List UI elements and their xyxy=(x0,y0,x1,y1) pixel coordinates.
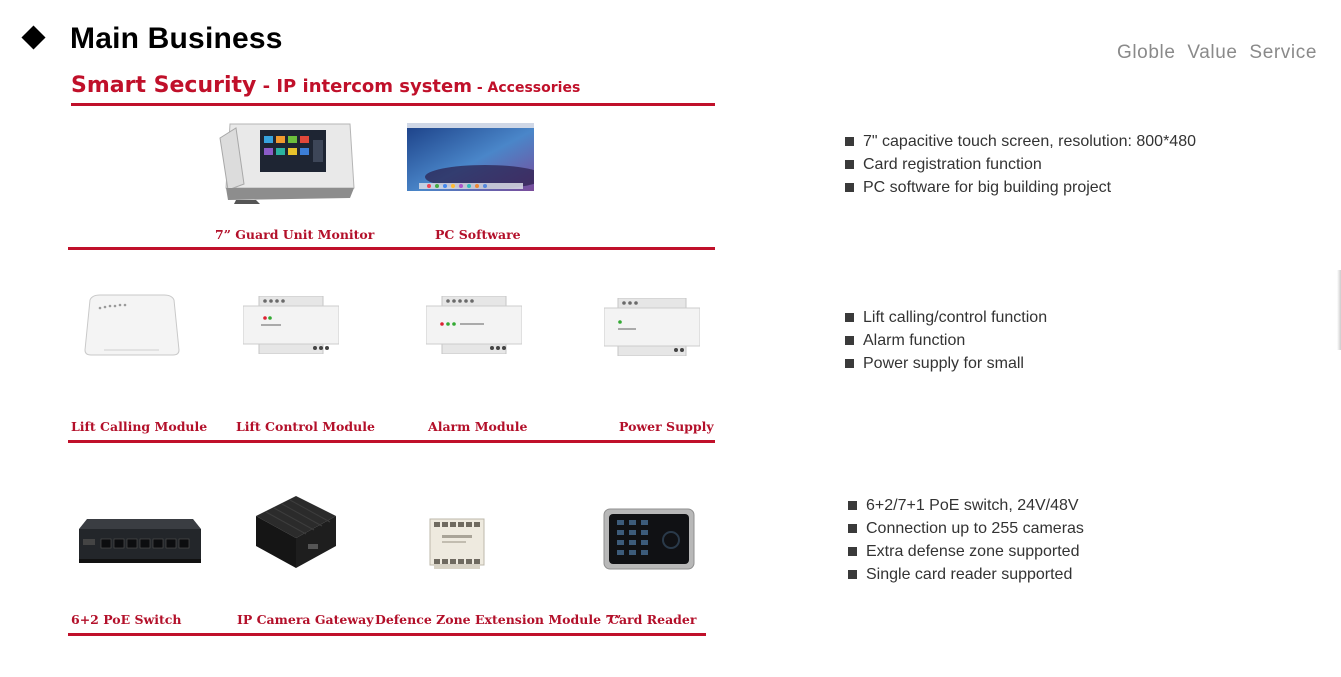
caption-lift-control-module: Lift Control Module xyxy=(236,419,375,434)
caption-poe-switch: 6+2 PoE Switch xyxy=(71,612,182,627)
row-divider xyxy=(68,247,715,250)
bullet-item: PC software for big building project xyxy=(845,176,1196,199)
bullet-item: Connection up to 255 cameras xyxy=(848,517,1084,540)
bullet-list xyxy=(845,306,1047,375)
lift-control-module-image xyxy=(243,296,339,354)
bullet-item: Single card reader supported xyxy=(848,563,1084,586)
caption-guard-unit-monitor: 7” Guard Unit Monitor xyxy=(215,227,375,242)
bullet-item: Alarm function xyxy=(845,329,1047,352)
caption-lift-calling-module: Lift Calling Module xyxy=(71,419,208,434)
guard-unit-monitor-image xyxy=(216,118,358,204)
bullet-item: Card registration function xyxy=(845,153,1196,176)
ip-camera-gateway-image xyxy=(252,494,338,570)
bullet-item: Power supply for small xyxy=(845,352,1047,375)
power-supply-image xyxy=(604,298,700,356)
subtitle-part-1: Smart Security xyxy=(71,73,257,98)
bullet-list xyxy=(848,494,1084,586)
card-reader-image xyxy=(603,508,695,570)
alarm-module-image xyxy=(426,296,522,354)
bullet-item: Extra defense zone supported xyxy=(848,540,1084,563)
bullet-list xyxy=(845,130,1196,199)
defence-zone-extension-module-image xyxy=(428,517,486,571)
bullet-item: 6+2/7+1 PoE switch, 24V/48V xyxy=(848,494,1084,517)
tagline: Globle Value Service xyxy=(1116,42,1317,63)
caption-defence-zone-extension-module: Defence Zone Extension Module 7” xyxy=(375,612,622,627)
row-divider xyxy=(68,440,715,443)
section-subtitle xyxy=(71,73,580,98)
bullet-item: 7" capacitive touch screen, resolution: 800*480 xyxy=(845,130,1196,153)
page-title: Main Business xyxy=(70,22,283,55)
caption-ip-camera-gateway: IP Camera Gateway xyxy=(237,612,374,627)
caption-card-reader: Card Reader xyxy=(609,612,697,627)
subtitle-underline xyxy=(71,103,715,106)
lift-calling-module-image xyxy=(84,294,180,356)
pc-software-image xyxy=(407,123,534,191)
caption-power-supply: Power Supply xyxy=(619,419,714,434)
bullet-item: Lift calling/control function xyxy=(845,306,1047,329)
subtitle-part-3: - Accessories xyxy=(471,80,581,96)
poe-switch-image xyxy=(77,517,203,565)
diamond-bullet-icon xyxy=(21,25,45,49)
subtitle-part-2: - IP intercom system xyxy=(256,76,472,97)
caption-alarm-module: Alarm Module xyxy=(428,419,528,434)
page-edge-shadow xyxy=(1337,270,1341,350)
row-divider xyxy=(68,633,706,636)
caption-pc-software: PC Software xyxy=(435,227,521,242)
